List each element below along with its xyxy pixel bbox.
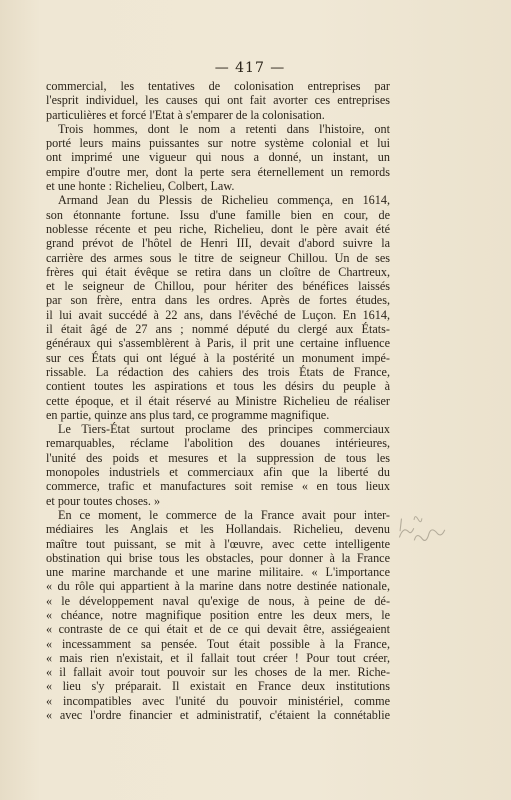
text-line: Le Tiers-État surtout proclame des principes commerciaux bbox=[58, 422, 390, 437]
text-line: ont imprimé une vigueur qui nous a donné, un instant, un bbox=[46, 150, 390, 165]
text-line: empire d'outre mer, dont la perte sera éternellement un remords bbox=[46, 164, 390, 179]
text-line: porté leurs mains puissantes sur notre système colonial et lui bbox=[46, 136, 390, 151]
text-line: et pour toutes choses. » bbox=[46, 493, 161, 508]
text-line: maître tout puissant, se mit à l'œuvre, avec cette intelligente bbox=[46, 536, 390, 551]
text-line: « il fallait avoir tout pouvoir sur les choses de la mer. Riche- bbox=[46, 665, 390, 680]
text-line: « chéance, notre magnifique position entre les deux mers, le bbox=[46, 607, 390, 622]
text-line: remarquables, réclame l'abolition des douanes intérieures, bbox=[46, 436, 390, 451]
pencil-scribble-icon bbox=[390, 502, 459, 563]
text-line: frères qui était évêque se retira dans un cloître de Chartreux, bbox=[46, 264, 390, 279]
body-text bbox=[46, 79, 390, 722]
page-number: — 417 — bbox=[214, 60, 286, 76]
text-line: obstination qui brise tous les obstacles, pour donner à la France bbox=[46, 550, 390, 565]
text-line: contient toutes les aspirations et tous les désirs du peuple à bbox=[46, 379, 390, 394]
handwritten-margin-note bbox=[390, 502, 459, 563]
text-line: particulières et forcé l'Etat à s'emparer de la colonisation. bbox=[46, 107, 325, 122]
text-line: par son frère, entra dans les ordres. Après de fortes études, bbox=[46, 293, 390, 308]
text-line: l'unité des poids et mesures et la suppression de tous les bbox=[46, 450, 390, 465]
text-line: « contraste de ce qui était et de ce qui devait être, assiégeaient bbox=[46, 622, 390, 637]
text-line: sur ces États qui ont légué à la postérité un monument impé- bbox=[46, 350, 390, 365]
text-line: en partie, quinze ans plus tard, ce programme magnifique. bbox=[46, 407, 330, 422]
text-line: son étonnante fortune. Issu d'une famille bien en cour, de bbox=[46, 207, 390, 222]
text-line: « mais rien n'existait, et il fallait tout créer ! Pour tout créer, bbox=[46, 650, 390, 665]
text-line: il lui avait succédé à 22 ans, dans l'évêché de Luçon. En 1614, bbox=[46, 307, 390, 322]
text-line: médiaires les Anglais et les Hollandais. Richelieu, devenu bbox=[46, 522, 390, 537]
text-line: l'esprit individuel, les causes qui ont fait avorter ces entreprises bbox=[46, 93, 390, 108]
text-line: rissable. La rédaction des cahiers des trois États de France, bbox=[46, 364, 390, 379]
text-line: En ce moment, le commerce de la France avait pour inter- bbox=[58, 507, 390, 522]
text-line: « incompatibles avec l'unité du pouvoir ministériel, comme bbox=[46, 693, 390, 708]
text-line: cette époque, et il était réservé au Ministre Richelieu de réaliser bbox=[46, 393, 390, 408]
text-line: Trois hommes, dont le nom a retenti dans l'histoire, ont bbox=[58, 121, 390, 136]
text-line: grand prévot de l'hôtel de Henri III, devait d'abord suivre la bbox=[46, 236, 390, 251]
text-line: Armand Jean du Plessis de Richelieu commença, en 1614, bbox=[58, 193, 390, 208]
text-line: généraux qui s'assemblèrent à Paris, il prit une certaine influence bbox=[46, 336, 390, 351]
text-line: noblesse récente et peu riche, Richelieu, dont le père avait été bbox=[46, 221, 390, 236]
text-line: « le développement naval qu'exige de nous, à peine de dé- bbox=[46, 593, 390, 608]
text-line: « lieu s'y préparait. Il existait en France deux institutions bbox=[46, 679, 390, 694]
text-line: monopoles industriels et commerciaux afin que la liberté du bbox=[46, 465, 390, 480]
text-line: une marine marchande et une marine militaire. « L'importance bbox=[46, 565, 390, 580]
text-line: et une honte : Richelieu, Colbert, Law. bbox=[46, 179, 235, 194]
text-line: « incessamment sa pensée. Tout était possible à la France, bbox=[46, 636, 390, 651]
text-line: commercial, les tentatives de colonisation entreprises par bbox=[46, 79, 390, 93]
text-line: commerce, trafic et manufactures soit remise « en tous lieux bbox=[46, 479, 390, 494]
text-line: et le seigneur de Chillou, pour hériter des bénéfices laissés bbox=[46, 279, 390, 294]
text-line: carrière des armes sous le titre de seigneur Chillou. Un de ses bbox=[46, 250, 390, 265]
text-line: « du rôle qui appartient à la marine dans notre destinée nationale, bbox=[46, 579, 390, 594]
text-line: il était âgé de 27 ans ; nommé député du clergé aux États- bbox=[46, 322, 390, 337]
text-line: « avec l'ordre financier et administratif, c'étaient la connétablie bbox=[46, 708, 390, 723]
